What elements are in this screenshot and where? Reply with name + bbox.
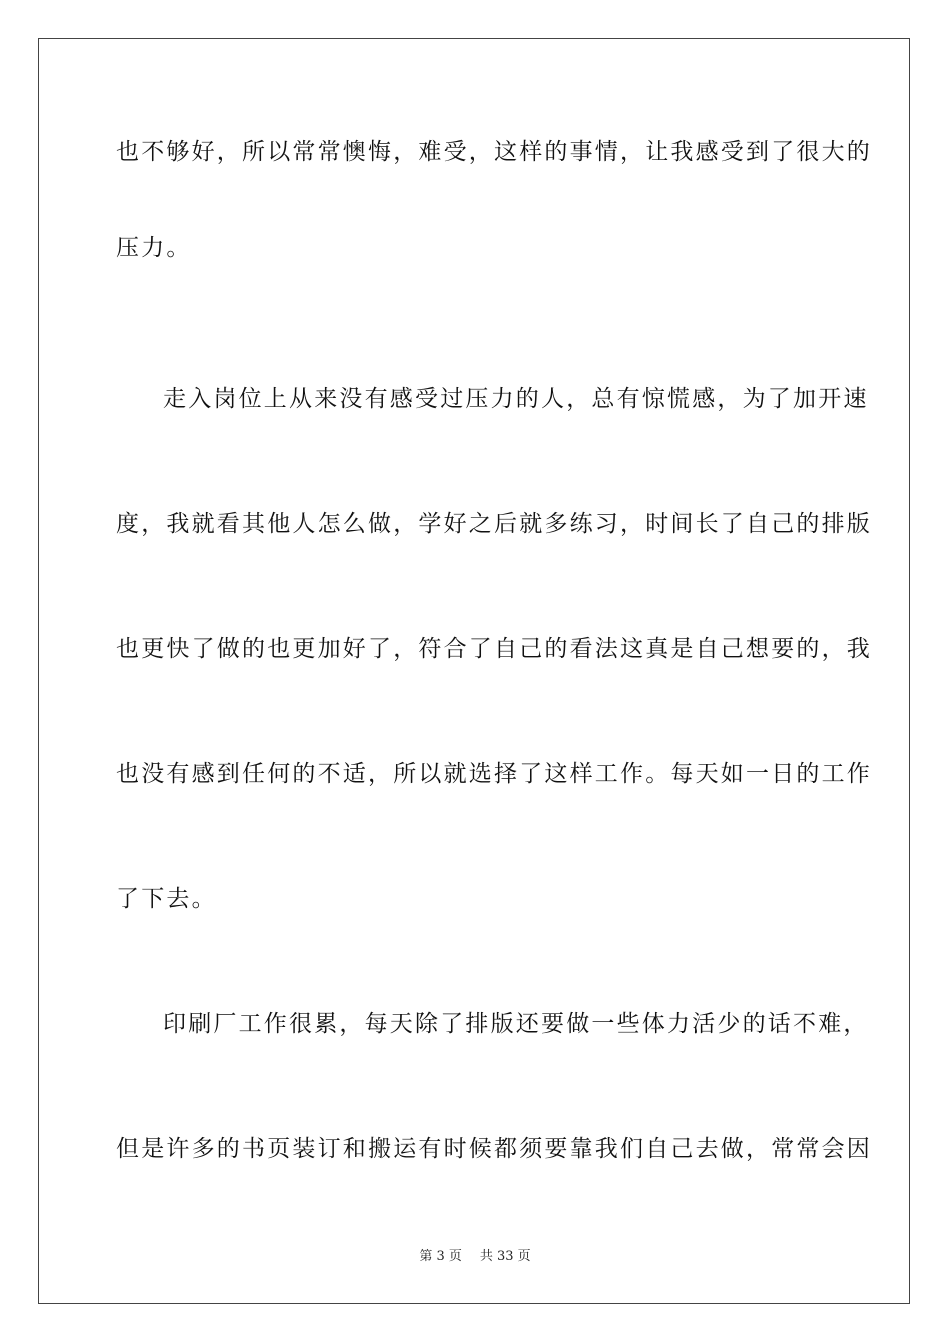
- text-line-5: 也更快了做的也更加好了，符合了自己的看法这真是自己想要的，我: [116, 636, 872, 662]
- text-line-4: 度，我就看其他人怎么做，学好之后就多练习，时间长了自己的排版: [116, 511, 872, 537]
- text-line-9: 但是许多的书页装订和搬运有时候都须要靠我们自己去做，常常会因: [116, 1136, 872, 1162]
- paragraph-start-line-3: 走入岗位上从来没有感受过压力的人，总有惊慌感，为了加开速: [163, 386, 869, 412]
- page-footer: [0, 1248, 950, 1266]
- text-line-6: 也没有感到任何的不适，所以就选择了这样工作。每天如一日的工作: [116, 761, 872, 787]
- page-border: [38, 38, 910, 1304]
- total-pages: 共 33 页: [479, 1249, 531, 1264]
- text-line-1: 也不够好，所以常常懊悔，难受，这样的事情，让我感受到了很大的: [116, 139, 872, 165]
- page-number: 第 3 页: [419, 1249, 462, 1264]
- paragraph-start-line-8: 印刷厂工作很累，每天除了排版还要做一些体力活少的话不难，: [163, 1011, 869, 1037]
- text-line-2: 压力。: [116, 235, 192, 261]
- text-line-7: 了下去。: [116, 886, 217, 912]
